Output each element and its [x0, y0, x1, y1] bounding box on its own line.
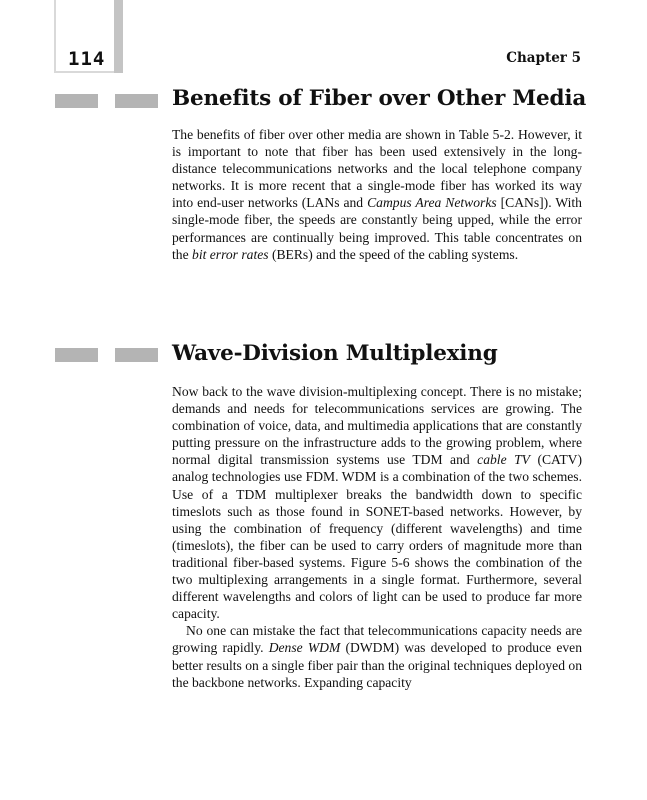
running-head: Chapter 5: [506, 50, 581, 66]
page-tab-rule: [54, 0, 56, 72]
section-heading-wdm: Wave-Division Multiplexing: [172, 341, 498, 366]
page-tab-bar: [114, 0, 123, 73]
paragraph: The benefits of fiber over other media are shown in Table 5-2. However, it is important to note that fiber has been used extensively in the long-distance telecommunications networks and the local telephone company networks. It is more recent that a single-mode fiber has worked its way into end-user networks (LANs and Campus Area Networks [CANs]). With single-mode fiber, the speeds are constantly being upped, while the error performances are continually being improved. This table concentrates on the bit error rates (BERs) and the speed of the cabling systems.: [172, 127, 582, 262]
page-number: 114: [68, 48, 106, 70]
italic-term: Dense WDM: [268, 640, 341, 656]
italic-term: Campus Area Networks: [367, 195, 497, 211]
section-body-benefits: [172, 126, 582, 263]
paragraph: Now back to the wave division-multiplexing concept. There is no mistake; demands and needs for telecommunications services are growing. The combination of voice, data, and multimedia applications that are constantly putting pressure on the infrastructure adds to the growing problem, where normal digital transmission systems use TDM and cable TV (CATV) analog technologies use FDM. WDM is a combination of the two schemes. Use of a TDM multiplexer breaks the bandwidth down to specific timeslots such as those found in SONET-based networks. However, by using the combination of frequency (different wavelengths) and time (timeslots), the fiber can be used to carry orders of magnitude more than traditional fiber-based systems. Figure 5-6 shows the combination of the two multiplexing arrangements in a single format. Furthermore, several different wavelengths and colors of light can be used to produce far more capacity.: [172, 384, 583, 622]
section-marker-right: [115, 94, 158, 108]
page-tab-underline: [54, 71, 114, 73]
italic-term: bit error rates: [192, 246, 269, 262]
section-marker-left: [55, 348, 98, 362]
section-heading-benefits: Benefits of Fiber over Other Media: [172, 86, 587, 111]
section-body-wdm: [172, 383, 582, 691]
section-marker-left: [55, 94, 98, 108]
paragraph: No one can mistake the fact that telecommunications capacity needs are growing rapidly. Dense WDM (DWDM) was developed to produce even better results on a single fiber pair than the original techniques deployed on the backbone networks. Expanding capacity: [172, 623, 583, 690]
italic-term: cable TV: [477, 452, 530, 468]
section-marker-right: [115, 348, 158, 362]
